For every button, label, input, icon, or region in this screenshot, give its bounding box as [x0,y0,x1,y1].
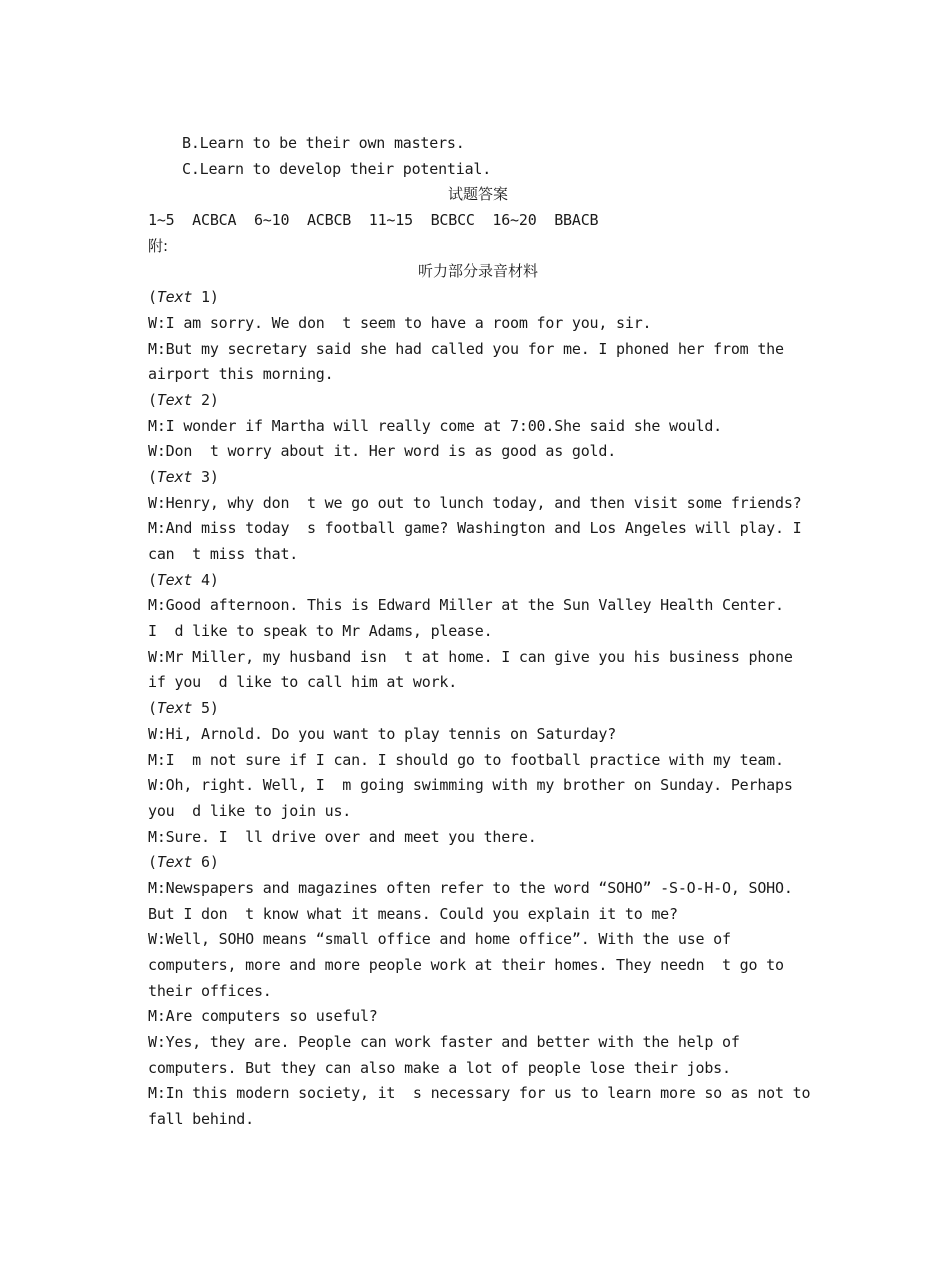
text-label-open: ( [148,467,157,486]
dialogue-line: W:Mr Miller, my husband isn t at home. I can give you his business phone [148,647,793,666]
text-label-open: ( [148,288,157,307]
text-label-number: 3) [192,467,219,486]
dialogue-line: M:And miss today s football game? Washington and Los Angeles will play. I [148,519,802,538]
text-label-open: ( [148,853,157,872]
dialogue-line: M:I m not sure if I can. I should go to football practice with my team. [148,750,784,769]
text-label [148,568,808,594]
option-b: B.Learn to be their own masters. [182,134,465,152]
transcript-section [148,285,808,388]
transcript-sections [148,285,811,1133]
dialogue-line: you d like to join us. [148,801,352,820]
text-label-word: Text [156,288,193,307]
transcript-section [148,388,808,465]
text-label [148,465,808,491]
transcript-section [148,696,808,850]
answer-key: 1~5 ACBCA 6~10 ACBCB 11~15 BCBCC 16~20 BBACB [148,211,599,230]
dialogue-line: W:Don t worry about it. Her word is as good as gold. [148,442,617,461]
dialogue-line: if you d like to call him at work. [148,673,458,692]
transcript-section [148,568,808,696]
text-label-number: 6) [192,853,219,872]
text-label [148,285,808,311]
dialogue-line: airport this morning. [148,365,334,384]
transcript-section [148,850,811,1133]
text-label-number: 5) [192,699,219,718]
dialogue-line: M:In this modern society, it s necessary for us to learn more so as not to [148,1084,811,1103]
dialogue-line: W:Yes, they are. People can work faster and better with the help of [148,1033,740,1052]
text-label-open: ( [148,570,157,589]
dialogue-line: computers. But they can also make a lot of people lose their jobs. [148,1058,731,1077]
option-c: C.Learn to develop their potential. [182,159,492,178]
text-label [148,696,808,722]
text-label-open: ( [148,699,157,718]
text-label-word: Text [156,390,193,409]
document-body [148,131,811,1133]
dialogue-line: M:But my secretary said she had called you for me. I phoned her from the [148,339,784,358]
dialogue-line: M:Are computers so useful? [148,1007,378,1026]
dialogue-line: M:Good afternoon. This is Edward Miller at the Sun Valley Health Center. [148,596,784,615]
dialogue-line: M:I wonder if Martha will really come at 7:00.She said she would. [148,416,722,435]
dialogue-line: M:Newspapers and magazines often refer to the word “SOHO” -S-O-H-O, SOHO. [148,878,793,897]
dialogue-line: But I don t know what it means. Could you explain it to me? [148,904,678,923]
dialogue-line: W:Oh, right. Well, I m going swimming with my brother on Sunday. Perhaps [148,776,793,795]
dialogue-line: W:Well, SOHO means “small office and home office”. With the use of [148,930,731,949]
transcript-title: 听力部分录音材料 [417,262,538,281]
dialogue-line: their offices. [148,981,272,1000]
text-label-open: ( [148,390,157,409]
answer-title: 试题答案 [447,185,508,204]
text-label-number: 1) [192,288,219,307]
dialogue-line: W:Henry, why don t we go out to lunch today, and then visit some friends? [148,493,802,512]
dialogue-line: computers, more and more people work at their homes. They needn t go to [148,956,784,974]
text-label-word: Text [156,853,193,872]
text-label [148,388,808,414]
text-label-word: Text [156,467,193,486]
transcript-section [148,465,808,568]
appendix-label: 附: [148,236,169,255]
dialogue-line: M:Sure. I ll drive over and meet you there. [148,827,537,846]
dialogue-line: W:Hi, Arnold. Do you want to play tennis on Saturday? [148,724,617,743]
text-label-number: 2) [192,390,219,409]
text-label-word: Text [156,699,193,718]
text-label-word: Text [156,570,193,589]
text-label [148,850,808,876]
dialogue-line: W:I am sorry. We don t seem to have a room for you, sir. [148,313,652,332]
dialogue-line: can t miss that. [148,545,299,563]
dialogue-line: I d like to speak to Mr Adams, please. [148,622,493,641]
dialogue-line: fall behind. [148,1110,254,1129]
text-label-number: 4) [192,570,219,589]
